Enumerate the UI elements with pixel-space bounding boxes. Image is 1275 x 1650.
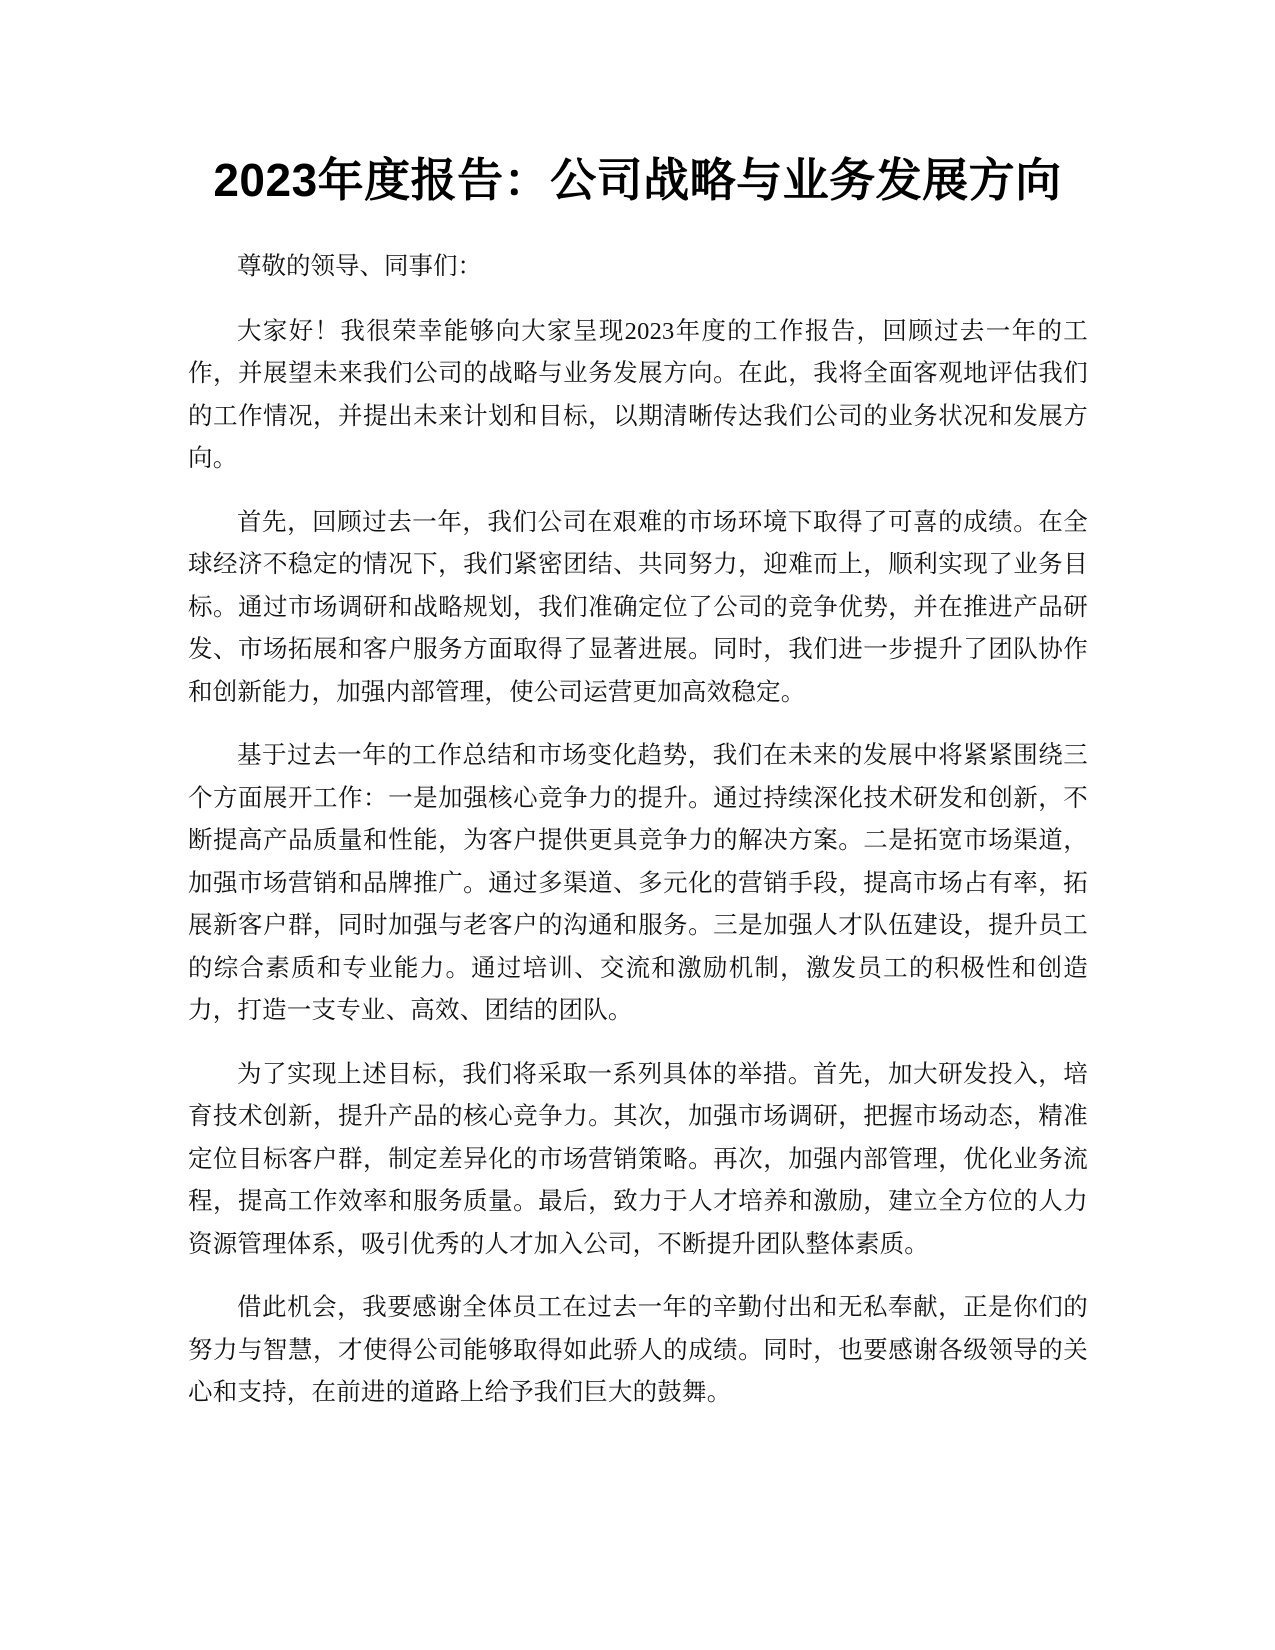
salutation: 尊敬的领导、同事们： bbox=[237, 253, 482, 280]
paragraph-thanks: 借此机会，我要感谢全体员工在过去一年的辛勤付出和无私奉献，正是你们的努力与智慧，才使得公司能够取得如此骄人的成绩。同时，也要感谢各级领导的关心和支持，在前进的道路上给予我们巨大的鼓舞。 bbox=[188, 1294, 1088, 1406]
paragraph-review: 首先，回顾过去一年，我们公司在艰难的市场环境下取得了可喜的成绩。在全球经济不稳定的情况下，我们紧密团结、共同努力，迎难而上，顺利实现了业务目标。通过市场调研和战略规划，我们准确定位了公司的竞争优势，并在推进产品研发、市场拓展和客户服务方面取得了显著进展。同时，我们进一步提升了团队协作和创新能力，加强内部管理，使公司运营更加高效稳定。 bbox=[188, 508, 1088, 706]
paragraph-intro: 大家好！我很荣幸能够向大家呈现2023年度的工作报告，回顾过去一年的工作，并展望未来我们公司的战略与业务发展方向。在此，我将全面客观地评估我们的工作情况，并提出未来计划和目标，以期清晰传达我们公司的业务状况和发展方向。 bbox=[188, 317, 1088, 472]
paragraph-strategy: 基于过去一年的工作总结和市场变化趋势，我们在未来的发展中将紧紧围绕三个方面展开工作：一是加强核心竞争力的提升。通过持续深化技术研发和创新，不断提高产品质量和性能，为客户提供更具竞争力的解决方案。二是拓宽市场渠道，加强市场营销和品牌推广。通过多渠道、多元化的营销手段，提高市场占有率，拓展新客户群，同时加强与老客户的沟通和服务。三是加强人才队伍建设，提升员工的综合素质和专业能力。通过培训、交流和激励机制，激发员工的积极性和创造力，打造一支专业、高效、团结的团队。 bbox=[188, 742, 1088, 1024]
document-title: 2023年度报告：公司战略与业务发展方向 bbox=[213, 154, 1062, 206]
document-body bbox=[188, 246, 1088, 1436]
paragraph-measures: 为了实现上述目标，我们将采取一系列具体的举措。首先，加大研发投入，培育技术创新，提升产品的核心竞争力。其次，加强市场调研，把握市场动态，精准定位目标客户群，制定差异化的市场营销策略。再次，加强内部管理，优化业务流程，提高工作效率和服务质量。最后，致力于人才培养和激励，建立全方位的人力资源管理体系，吸引优秀的人才加入公司，不断提升团队整体素质。 bbox=[188, 1060, 1088, 1258]
